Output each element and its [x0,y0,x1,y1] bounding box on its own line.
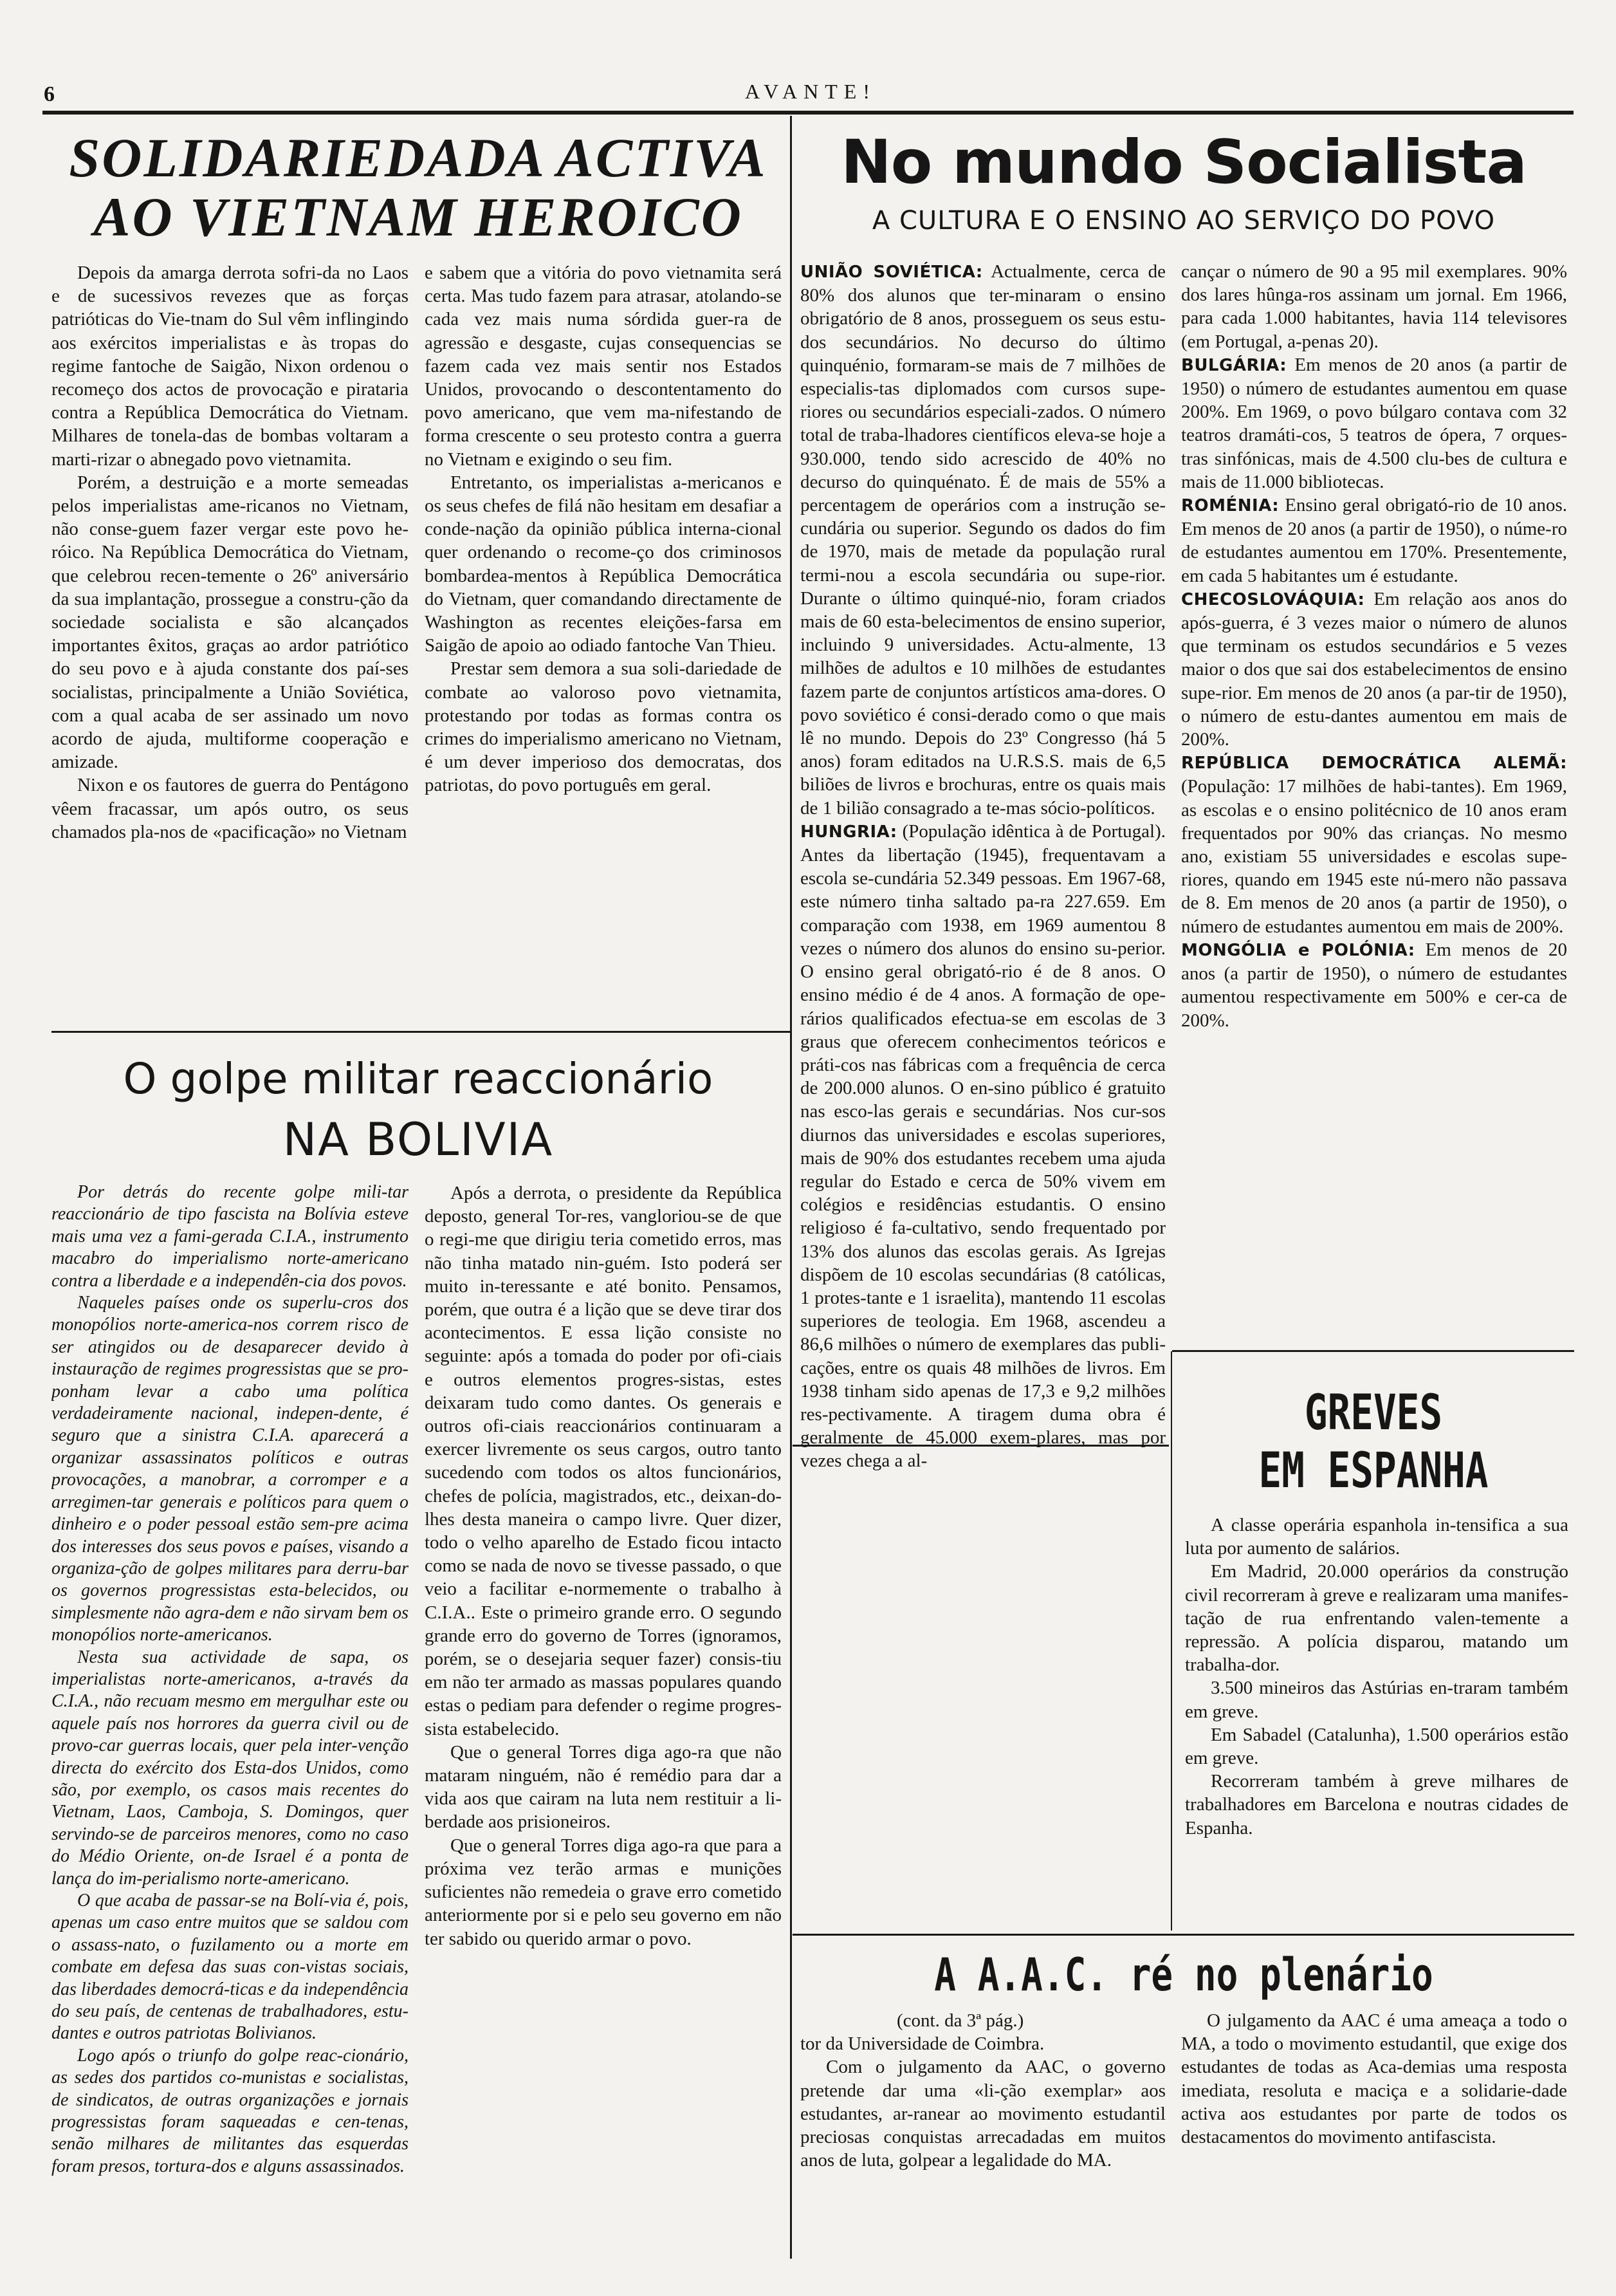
country-label: UNIÃO SOVIÉTICA: [800,263,983,282]
paragraph: Depois da amarga derrota sofri-da no Laos e de sucessivos revezes que as forças patrióticas do Vie-tnam do Sul vêm inflingindo aos exércitos imperialistas e às tropas do regime fantoche de Saigão, Nixon ordenou o recomeço dos actos de provocação e pirataria contra a República Democrática do Vietnam. Milhares de tonela-das de bombas voltaram a marti-rizar o abnegado povo vietnamita. [51,263,409,470]
paragraph: Com o julgamento da AAC, o governo pretende dar uma «li-ção exemplar» aos estudantes, ar-ranear ao movimento estudantil preciosas conquistas arrecadadas em muitos anos de luta, golpear a legalidade do MA. [800,2057,1166,2171]
country-label: HUNGRIA: [800,822,897,842]
article-socialista-title: No mundo Socialista [841,127,1527,198]
country-text: (População: 17 milhões de habi-tantes). Em 1969, as escolas e o ensino politécnico de 10 anos eram frequentados por 90% das crianças. No mesmo ano, existiam 55 universidades e escolas supe-riores, quando em 1945 este nú-mero não passava de 8. Em menos de 20 anos (a partir de 1950), o número de estudantes aumentou em mais de 200%. [1181,776,1567,937]
greves-left-divider [1171,1351,1172,1930]
article-aac-column-1 [800,2009,1166,2279]
country-text: Em relação aos anos do após-guerra, é 3 vezes maior o número de alunos que terminam os estudos secundários e 5 vezes maior o dos que sai dos estabelecimentos de ensino supe-rior. Em menos de 20 anos (a par-tir de 1950), o número de estu-dantes aumentou em mais de 200%. [1181,588,1567,750]
paragraph: Nesta sua actividade de sapa, os imperialistas norte-americanos, a-través da C.I.A., não recuam mesmo em mergulhar este ou aquele país nos horrores da guerra civil ou de provo-car guerras locais, quer pela inter-venção directa do exército dos Esta-dos Unidos, como são, por exemplo, os casos mais recentes do Vietnam, Laos, Camboja, S. Domingos, quer servindo-se de parceiros menores, como no caso do Médio Oriente, on-de Israel é a ponta de lança do im-perialismo norte-americano. [51,1647,409,1889]
header-rule [42,111,1574,115]
center-divider [790,116,792,2259]
paragraph: Após a derrota, o presidente da República deposto, general Tor-res, vangloriou-se de que o regi-me que dirigiu teria cometido erros, mas não tinha matado nin-guém. Isto poderá ser muito in-teressante e até bonito. Pensamos, porém, que outra é a lição que se deve tirar dos acontecimentos. E essa lição consiste no seguinte: após a tomada do poder por ofi-ciais e outros elementos progres-sistas, estes deixaram tudo como dantes. Os generais e outros ofi-ciais reaccionários continuaram a exercer livremente os seus cargos, outro tanto sucedendo com todos os altos funcionários, chefes de polícia, magistrados, etc., deixan-do-lhes desta maneira o campo livre. Quer dizer, todo o velho aparelho de Estado ficou intacto como se nada de novo se tivesse passado, o que veio a facilitar e-normemente o trabalho à C.I.A.. Este o primeiro grande erro. O segundo grande erro do governo de Torres (ignoramos, porém, se o desejaria sequer fazer) consis-tiu em não ter armado as massas populares quando estas o pediam para defender o regime progres-sista estabelecido. [425,1183,782,1739]
article-greves-body [1185,1514,1568,1925]
article-bolivia-title-line1: O golpe militar reaccionário [123,1054,713,1104]
paragraph: Nixon e os fautores de guerra do Pentágono vêem fracassar, um após outro, os seus chamados pla-nos de «pacificação» no Vietnam [51,775,409,842]
paragraph: Recorreram também à greve milhares de trabalhadores em Barcelona e noutras cidades de Espanha. [1185,1771,1568,1838]
country-label: MONGÓLIA e POLÓNIA: [1181,940,1415,960]
country-text: Actualmente, cerca de 80% dos alunos que ter-minaram o ensino obrigatório de 8 anos, prosseguem os seus estu-dos secundários. No decurso do último quinquénio, formaram-se mais de 7 milhões de especialis-tas diplomados com cursos supe-riores ou secundários especiali-zados. O número total de traba-lhadores científicos eleva-se hoje a 930.000, tendo sido acrescido de 40% no decurso do quinquénato. É de mais de 55% a percentagem de operários com a instrução se-cundária ou superior. Segundo os dados do fim de 1970, mais de metade da população rural termi-nou a escola secundária ou supe-rior. Durante o último quinqué-nio, foram criados mais de 60 esta-belecimentos de ensino superior, incluindo 9 universidades. Actu-almente, 13 milhões de adultos e 10 milhões de estudantes fazem parte de conjuntos artísticos ama-dores. O povo soviético é consi-derado como o que mais lê no mundo. Depois do 23º Congresso (há 5 anos) foram editados na U.R.S.S. mais de 6,5 biliões de livros e brochuras, entre os quais mais de 1 bilião consagrado a te-mas sócio-políticos. [800,261,1166,819]
country-paragraph [1181,353,1567,494]
paragraph: tor da Universidade de Coimbra. [800,2033,1045,2055]
article-vietnam-column-1 [51,261,409,1001]
article-aac-title: A A.A.C. ré no plenário [934,1949,1433,2001]
country-label: REPÚBLICA DEMOCRÁTICA ALEMÃ: [1181,754,1567,773]
country-paragraph [1181,260,1567,353]
article-socialista-subtitle: A CULTURA E O ENSINO AO SERVIÇO DO POVO [872,206,1496,236]
article-bolivia-intro [51,1181,409,2250]
country-text: (População idêntica à de Portugal). Antes da libertação (1945), frequentavam a escola se-cundária 52.349 pessoas. Em 1967-68, este número tinha saltado pa-ra 227.659. Em comparação com 1938, em 1969 aumentou 8 vezes o número dos alunos do ensino su-perior. O ensino geral obrigató-rio é de 8 anos. O ensino médio é de 4 anos. A formação de ope-rários qualificados efectua-se em escolas de 3 graus que oferecem conhecimentos teóricos e práti-cos nas fábricas com a frequência de cerca de 200.000 alunos. O en-sino público é gratuito nas esco-las gerais e secundárias. Nos cur-sos diurnos das universidades e escolas superiores, mais de 90% dos estudantes recebem uma ajuda regular do Estado e cerca de 50% vivem em colégios e residências estudantis. O ensino religioso é fa-cultativo, sendo frequentado por 13% dos alunos das escolas gerais. As Igrejas dispõem de 10 escolas secundárias (8 católicas, 1 protes-tante e 1 israelita), mantendo 11 escolas superiores de teologia. Em 1968, ascendeu a 86,6 milhões o número de exemplares das publi-cações, entre os quais 48 milhões de livros. Em 1938 tinham sido apenas de 17,3 e 9,2 milhões res-pectivamente. A tiragem duma obra é geralmente de 45.000 exem-plares, mas por vezes chega a al- [800,820,1166,1472]
article-socialista-column-1 [800,260,1166,2190]
article-vietnam-column-2 [425,261,782,1001]
article-bolivia-body [425,1181,782,2250]
country-paragraph [1181,588,1567,751]
article-greves-title-line1: GREVES [1304,1384,1443,1441]
country-paragraph [1181,938,1567,1032]
paragraph: O que acaba de passar-se na Bolí-via é, pois, apenas um caso entre muitos que se saldou com o assass-nato, o fuzilamento ou a morte em combate em defesa das suas con-vistas sociais, das liberdades democrá-ticas e da independência do seu país, de centenas de trabalhadores, estu-dantes e outros patriotas Bolivianos. [51,1891,409,2044]
paragraph: Porém, a destruição e a morte semeadas pelos imperialistas ame-ricanos no Vietnam, não conse-guem fazer vergar este povo he-róico. Na República Democrática do Vietnam, que celebrou recen-temente o 26º aniversário da sua implantação, prossegue a constru-ção da sociedade socialista e são alcançados importantes êxitos, graças ao ardor patriótico do seu povo e à ajuda constante dos paí-ses socialistas, principalmente a União Soviética, com a qual acaba de ser assinado um novo acordo de ajuda, multiforme cooperação e amizade. [51,472,409,773]
country-paragraph [1181,751,1567,938]
article-socialista-column-2 [1181,260,1567,1347]
paragraph: O julgamento da AAC é uma ameaça a todo o MA, a todo o movimento estudantil, que exige dos estudantes de todas as Aca-demias uma resposta imediata, resoluta e maciça e a solidarie-dade activa aos estudantes por parte de todos os destacamentos do movimento antifascista. [1181,2010,1567,2148]
country-text: Em menos de 20 anos (a partir de 1950), o número de estudantes aumentou respectivamente em 500% e cer-ca de 200%. [1181,939,1567,1031]
paragraph: Em Madrid, 20.000 operários da construção civil recorreram à greve e realizaram uma manifes-tação de rua enfrentando valen-temente a repressão. A polícia disparou, matando um trabalha-dor. [1185,1561,1568,1676]
paragraph: e sabem que a vitória do povo vietnamita será certa. Mas tudo fazem para atrasar, atolando-se cada vez mais numa sórdida guer-ra de agressão e desgaste, cujas consequencias se fazem cada vez mais sentir nos Estados Unidos, provocando o descontentamento do povo americano, que vem ma-nifestando de forma crescente o seu protesto contra a guerra no Vietnam e exigindo o seu fim. [425,263,782,470]
article-bolivia-title-line2: NA BOLIVIA [282,1113,554,1166]
paragraph: Que o general Torres diga ago-ra que não mataram ninguém, não é remédio para dar a vida aos que cairam na luta nem restituir a li-berdade aos prisioneiros. [425,1741,782,1833]
paragraph: Que o general Torres diga ago-ra que para a próxima vez terão armas e munições suficientes não remedeia o grave erro cometido anteriormente por si e pelo seu governo em não ter sabido ou querido armar o povo. [425,1835,782,1949]
article-vietnam-title-line1: SOLIDARIEDADA ACTIVA [69,127,767,189]
country-text: Em menos de 20 anos (a partir de 1950) o número de estudantes aumentou em quase 200%. Em 1969, o povo búlgaro contava com 32 teatros dramáti-cos, 5 teatros de ópera, 7 orques-tras sinfónicas, mais de 4.500 clu-bes de cultura e mais de 11.000 bibliotecas. [1181,354,1567,492]
article-vietnam-title-line2: AO VIETNAM HEROICO [93,186,743,248]
paragraph: Naqueles países onde os superlu-cros dos monopólios norte-america-nos correm risco de ser atingidos ou de desaparecer devido à instauração de regimes progressistas que se pro-ponham levar a cabo uma política verdadeiramente nacional, indepen-dente, é seguro que a sinistra C.I.A. aparecerá a organizar assassinatos políticos e outras provocações, a manobrar, a corromper e a arregimen-tar generais e políticos para quem o dinheiro e o poder pessoal estão sem-pre acima dos interesses dos seus povos e países, visando a organiza-ção de golpes militares para derru-bar os governos progressistas esta-belecidos, ou simplesmente não agra-dem e não sirvam bem os monopólios norte-americanos. [51,1293,409,1645]
golpe-divider [51,1031,790,1033]
country-text: Ensino geral obrigató-rio de 10 anos. Em menos de 20 anos (a partir de 1950), o núme-ro de estudantes aumentou em 170%. Presentemente, em cada 5 habitantes um é estudante. [1181,495,1567,586]
page-number: 6 [44,82,55,106]
paragraph: 3.500 mineiros das Astúrias en-traram também em greve. [1185,1678,1568,1722]
country-paragraph [800,820,1166,1473]
country-paragraph [1181,494,1567,588]
paragraph: Logo após o triunfo do golpe reac-cionário, as sedes dos partidos co-munistas e socialistas, de sindicatos, de outras organizações e jornais progressistas foram saqueadas e cen-tenas, senão milhares de militantes das esquerdas foram presos, tortura-dos e alguns assassinados. [51,2045,409,2176]
paragraph: Entretanto, os imperialistas a-mericanos e os seus chefes de filá não hesitam em desafiar a conde-nação da opinião pública interna-cional quer ordenando o recome-ço dos criminosos bombardea-mentos à República Democrática do Vietnam, quer comandando directamente de Washington as recentes eleições-farsa em Saigão de apoio ao odiado fantoche Van Thieu. [425,472,782,656]
masthead: AVANTE! [745,80,876,103]
paragraph: A classe operária espanhola in-tensifica a sua luta por aumento de salários. [1185,1515,1568,1559]
paragraph: Por detrás do recente golpe mili-tar reaccionário de tipo fascista na Bolívia esteve mais uma vez a fami-gerada C.I.A., instrumento macabro do imperialismo norte-americano contra a liberdade e a independên-cia dos povos. [51,1182,409,1291]
country-text: cançar o número de 90 a 95 mil exemplares. 90% dos lares hûnga-ros assinam um jornal. Em 1966, para cada 1.000 habitantes, havia 114 televisores (em Portugal, a-penas 20). [1181,261,1567,352]
paragraph: Em Sabadel (Catalunha), 1.500 operários estão em greve. [1185,1724,1568,1769]
greves-top-divider [1172,1350,1574,1352]
country-paragraph [800,260,1166,820]
paragraph: (cont. da 3ª pág.) [897,2010,1024,2031]
article-aac-column-2 [1181,2009,1567,2279]
country-label: CHECOSLOVÁQUIA: [1181,589,1365,609]
paragraph: Prestar sem demora a sua soli-dariedade de combate ao valoroso povo vietnamita, protestando por todas as formas contra os crimes do imperialismo americano no Vietnam, é um dever imperioso dos democratas, dos patriotas, do povo português em geral. [425,658,782,796]
article-greves-title-line2: EM ESPANHA [1258,1441,1489,1499]
country-label: ROMÉNIA: [1181,496,1280,516]
country-label: BULGÁRIA: [1181,355,1287,375]
